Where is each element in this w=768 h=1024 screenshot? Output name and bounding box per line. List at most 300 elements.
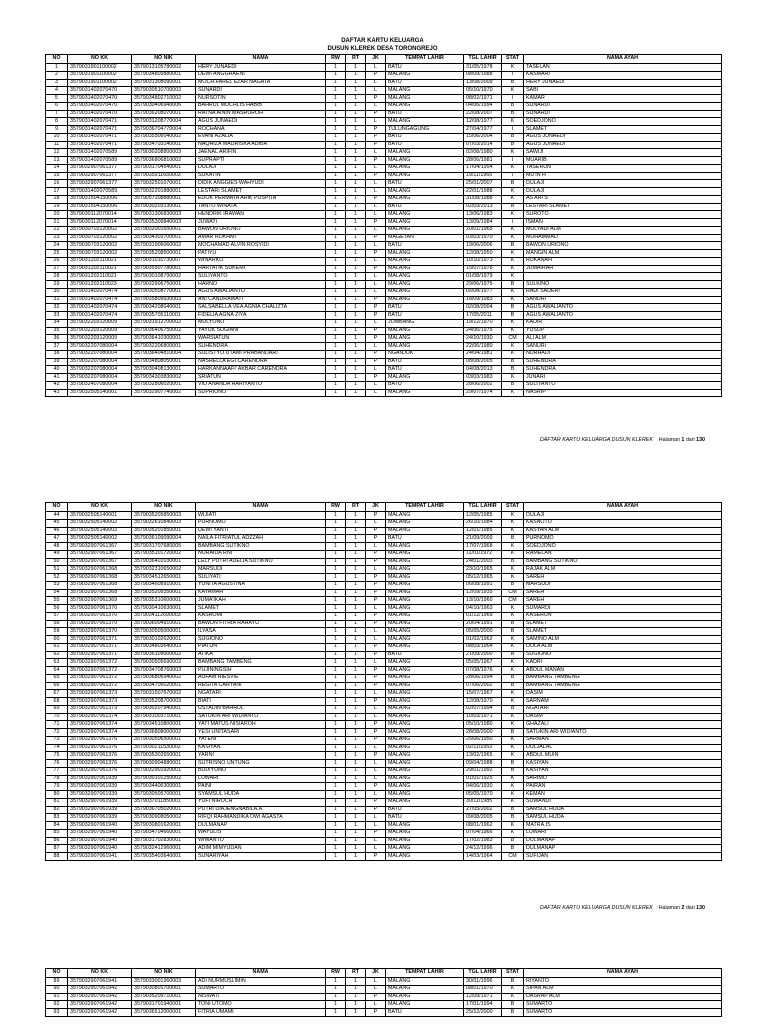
cell-no-nik: 3579036512000001 [132, 1009, 196, 1017]
cell-rw: 1 [326, 242, 346, 250]
cell-tempat-lahir: MALANG [386, 985, 464, 993]
cell-rt: 1 [346, 798, 366, 806]
cell-no-kk: 3579032907061371 [68, 636, 132, 644]
cell-no: 85 [46, 829, 68, 837]
cell-rt: 1 [346, 581, 366, 589]
cell-no-nik: 3579030505700001 [132, 791, 196, 799]
cell-tgl-lahir: 17/01/1994 [464, 1001, 502, 1009]
family-card-table [45, 54, 722, 397]
cell-tgl-lahir: 20/04/1991 [464, 620, 502, 628]
cell-no-nik: 3579034112690003 [132, 612, 196, 620]
cell-nama: KASIYAN [196, 744, 326, 752]
cell-tempat-lahir: MALANG [386, 327, 464, 335]
cell-no: 5 [46, 95, 68, 103]
table-row [46, 141, 722, 149]
cell-no-nik: 3579031003710001 [132, 713, 196, 721]
cell-nama: YAYUK SUGIANI [196, 327, 326, 335]
cell-rw: 1 [326, 350, 346, 358]
cell-nama-ayah: SARIMO [524, 775, 722, 783]
cell-nama-ayah: DULJALAL [524, 744, 722, 752]
cell-no-kk: 3579032505140002 [68, 535, 132, 543]
cell-no: 65 [46, 674, 68, 682]
cell-jk: L [366, 543, 386, 551]
cell-rw: 1 [326, 550, 346, 558]
table-row [46, 543, 722, 551]
cell-rt: 1 [346, 783, 366, 791]
cell-jk: P [366, 157, 386, 165]
cell-no-nik: 3579031707680005 [132, 543, 196, 551]
cell-rt: 1 [346, 829, 366, 837]
cell-no-nik: 3579034512650001 [132, 574, 196, 582]
cell-tgl-lahir: 25/12/2000 [464, 1009, 502, 1017]
cell-jk: L [366, 188, 386, 196]
cell-no: 71 [46, 721, 68, 729]
cell-tgl-lahir: 09/04/1988 [464, 760, 502, 768]
cell-nama-ayah: LUWARI [524, 829, 722, 837]
cell-tempat-lahir: MALANG [386, 281, 464, 289]
cell-jk: L [366, 366, 386, 374]
cell-rt: 1 [346, 978, 366, 986]
cell-no-nik: 3579036410300001 [132, 335, 196, 343]
cell-tempat-lahir: MALANG [386, 71, 464, 79]
cell-nama: ADI NURMUSLIMIN [196, 978, 326, 986]
cell-nama-ayah: DULMANAP [524, 845, 722, 853]
cell-rw: 1 [326, 698, 346, 706]
cell-rt: 1 [346, 195, 366, 203]
table-row [46, 327, 722, 335]
cell-no: 18 [46, 195, 68, 203]
cell-nama: JUWATI [196, 219, 326, 227]
cell-no-nik: 3579034708760003 [132, 667, 196, 675]
cell-rw: 1 [326, 721, 346, 729]
cell-no-nik: 3579035209350001 [132, 589, 196, 597]
cell-no-nik: 3579034208040001 [132, 304, 196, 312]
cell-no-nik: 3579034809880001 [132, 71, 196, 79]
cell-rt: 1 [346, 729, 366, 737]
cell-rw: 1 [326, 978, 346, 986]
cell-rt: 1 [346, 203, 366, 211]
cell-stat: K [502, 574, 524, 582]
cell-no-kk: 3579032907061377 [68, 172, 132, 180]
cell-rt: 1 [346, 133, 366, 141]
cell-stat: K [502, 265, 524, 273]
cell-nama: WARSIATUN [196, 335, 326, 343]
cell-tempat-lahir: BATU [386, 64, 464, 72]
cell-rw: 1 [326, 752, 346, 760]
cell-no-nik: 3579033001960003 [132, 978, 196, 986]
footer-page-word: Halaman [652, 437, 682, 443]
cell-rt: 1 [346, 767, 366, 775]
cell-rt: 1 [346, 674, 366, 682]
cell-stat: K [502, 775, 524, 783]
cell-rw: 1 [326, 64, 346, 72]
cell-jk: L [366, 636, 386, 644]
cell-nama: LUWARI [196, 775, 326, 783]
cell-no-nik: 3579036704770004 [132, 126, 196, 134]
cell-stat: K [502, 296, 524, 304]
cell-no-kk: 3579031402070470 [68, 102, 132, 110]
cell-rw: 1 [326, 566, 346, 574]
cell-jk: P [366, 126, 386, 134]
cell-nama-ayah: GHAZALI [524, 721, 722, 729]
cell-stat: B [502, 141, 524, 149]
cell-stat: K [502, 829, 524, 837]
cell-stat: B [502, 1009, 524, 1017]
cell-nama: NGATARI [196, 690, 326, 698]
cell-tgl-lahir: 29/07/1974 [464, 389, 502, 397]
table-row [46, 374, 722, 382]
cell-nama: BIATI [196, 698, 326, 706]
cell-rt: 1 [346, 126, 366, 134]
cell-rw: 1 [326, 636, 346, 644]
column-header-no-nik: NO NIK [132, 55, 196, 64]
cell-rw: 1 [326, 845, 346, 853]
cell-nama: YUNITA AGUSTINA [196, 581, 326, 589]
cell-tgl-lahir: 03/03/1970 [464, 234, 502, 242]
cell-stat: K [502, 690, 524, 698]
cell-rt: 1 [346, 597, 366, 605]
cell-stat: K [502, 211, 524, 219]
cell-stat: K [502, 744, 524, 752]
cell-no: 33 [46, 312, 68, 320]
cell-jk: L [366, 822, 386, 830]
cell-tgl-lahir: 19/11/1965 [464, 172, 502, 180]
cell-nama: BAMBANG SUTIKNO [196, 543, 326, 551]
cell-tgl-lahir: 06/08/1991 [464, 581, 502, 589]
cell-rt: 1 [346, 744, 366, 752]
cell-jk: L [366, 64, 386, 72]
cell-jk: L [366, 273, 386, 281]
cell-no-nik: 3579035309840003 [132, 219, 196, 227]
cell-nama-ayah: SOEDJONO [524, 118, 722, 126]
cell-stat: K [502, 698, 524, 706]
cell-tgl-lahir: 18/09/1983 [464, 296, 502, 304]
cell-rt: 1 [346, 566, 366, 574]
cell-nama: PAINI [196, 783, 326, 791]
cell-rw: 1 [326, 234, 346, 242]
cell-stat: K [502, 273, 524, 281]
cell-tgl-lahir: 27/04/1977 [464, 126, 502, 134]
cell-tgl-lahir: 31/08/1988 [464, 195, 502, 203]
cell-rw: 1 [326, 273, 346, 281]
table-row [46, 659, 722, 667]
cell-no-kk: 3579032907061942 [68, 1009, 132, 1017]
cell-stat: B [502, 180, 524, 188]
table-row [46, 102, 722, 110]
cell-tgl-lahir: 24/04/1981 [464, 350, 502, 358]
cell-rw: 1 [326, 705, 346, 713]
cell-jk: P [366, 643, 386, 651]
table-row [46, 705, 722, 713]
cell-tempat-lahir: MALANG [386, 566, 464, 574]
cell-tempat-lahir: MALANG [386, 605, 464, 613]
cell-no: 9 [46, 126, 68, 134]
cell-no: 35 [46, 327, 68, 335]
table-row [46, 126, 722, 134]
cell-tempat-lahir: MALANG [386, 993, 464, 1001]
cell-rt: 1 [346, 102, 366, 110]
cell-nama-ayah: SAWIJI [524, 149, 722, 157]
cell-jk: P [366, 110, 386, 118]
cell-tgl-lahir: 13/09/1984 [464, 219, 502, 227]
cell-nama-ayah: MANGIN ALM [524, 250, 722, 258]
cell-tempat-lahir: MALANG [386, 853, 464, 861]
cell-tgl-lahir: 20/01/1965 [464, 226, 502, 234]
cell-tgl-lahir: 13/10/1960 [464, 597, 502, 605]
cell-no-nik: 3579035208700003 [132, 698, 196, 706]
cell-no: 40 [46, 366, 68, 374]
footer-total-pages: 130 [696, 437, 705, 443]
cell-nama-ayah: SUROTO [524, 211, 722, 219]
cell-stat: CM [502, 335, 524, 343]
cell-no-kk: 3579032907061373 [68, 690, 132, 698]
cell-no: 23 [46, 234, 68, 242]
cell-no-nik: 3579034703140001 [132, 141, 196, 149]
table-header-row [46, 503, 722, 512]
cell-no: 64 [46, 667, 68, 675]
column-header-rt: RT [346, 969, 366, 978]
cell-no-kk: 3579032907061942 [68, 993, 132, 1001]
cell-tgl-lahir: 02/08/2004 [464, 304, 502, 312]
cell-rw: 1 [326, 133, 346, 141]
cell-nama-ayah: SARMAN [524, 736, 722, 744]
cell-tempat-lahir: BATU [386, 203, 464, 211]
cell-no: 92 [46, 1001, 68, 1009]
cell-rt: 1 [346, 312, 366, 320]
cell-nama-ayah: KASERUN [524, 612, 722, 620]
cell-no-kk: 3579032907061377 [68, 180, 132, 188]
cell-stat: K [502, 257, 524, 265]
cell-nama-ayah: YUSUP [524, 327, 722, 335]
cell-jk: P [366, 71, 386, 79]
cell-tempat-lahir: MALANG [386, 512, 464, 520]
column-header-rw: RW [326, 55, 346, 64]
table-row [46, 822, 722, 830]
cell-tempat-lahir: MALANG [386, 87, 464, 95]
cell-tempat-lahir: BATU [386, 535, 464, 543]
cell-no-kk: 3579031504150006 [68, 203, 132, 211]
cell-tgl-lahir: 01/12/1969 [464, 612, 502, 620]
cell-no-kk: 3579032207080004 [68, 350, 132, 358]
cell-nama-ayah: AGUS AWALIANTO [524, 312, 722, 320]
cell-nama-ayah: KAMAR [524, 95, 722, 103]
cell-jk: L [366, 203, 386, 211]
cell-jk: P [366, 296, 386, 304]
table-row [46, 1009, 722, 1017]
cell-tgl-lahir: 12/08/1950 [464, 250, 502, 258]
cell-nama: ATIKA [196, 651, 326, 659]
cell-rt: 1 [346, 845, 366, 853]
cell-no-nik: 3579034706020001 [132, 682, 196, 690]
cell-jk: P [366, 234, 386, 242]
cell-no-nik: 3579035809930003 [132, 296, 196, 304]
cell-nama-ayah: NGATARI [524, 705, 722, 713]
cell-tempat-lahir: MALANG [386, 744, 464, 752]
cell-rt: 1 [346, 157, 366, 165]
cell-rt: 1 [346, 822, 366, 830]
cell-tempat-lahir: MALANG [386, 682, 464, 690]
cell-rw: 1 [326, 226, 346, 234]
column-header-no-kk: NO KK [68, 55, 132, 64]
cell-rw: 1 [326, 257, 346, 265]
table-row [46, 512, 722, 520]
cell-rt: 1 [346, 589, 366, 597]
cell-stat: B [502, 814, 524, 822]
cell-rw: 1 [326, 327, 346, 335]
cell-stat: B [502, 381, 524, 389]
table-row [46, 581, 722, 589]
cell-nama: FITRIA UMAMI [196, 1009, 326, 1017]
cell-rt: 1 [346, 752, 366, 760]
cell-stat: CM [502, 597, 524, 605]
table-row [46, 265, 722, 273]
table-row [46, 149, 722, 157]
cell-jk: L [366, 164, 386, 172]
table-row [46, 250, 722, 258]
cell-tgl-lahir: 15/07/1967 [464, 690, 502, 698]
cell-jk: P [366, 806, 386, 814]
cell-no: 89 [46, 978, 68, 986]
cell-tgl-lahir: 09/08/2005 [464, 814, 502, 822]
cell-jk: P [366, 620, 386, 628]
cell-no-kk: 3579032907061377 [68, 164, 132, 172]
cell-tgl-lahir: 02/08/1980 [464, 149, 502, 157]
cell-nama: WAYULIS [196, 829, 326, 837]
cell-rt: 1 [346, 605, 366, 613]
cell-stat: B [502, 651, 524, 659]
cell-nama: BUDIYONO [196, 767, 326, 775]
cell-no-nik: 3579030108790002 [132, 273, 196, 281]
cell-no: 42 [46, 381, 68, 389]
cell-tempat-lahir: BATU [386, 1009, 464, 1017]
table-row [46, 566, 722, 574]
cell-nama-ayah: PURNOMO [524, 535, 722, 543]
cell-nama-ayah: MULYADI ALM [524, 226, 722, 234]
column-header-tempat-lahir: TEMPAT LAHIR [386, 55, 464, 64]
cell-tempat-lahir: MALANG [386, 822, 464, 830]
cell-no-nik: 3579031704540001 [132, 164, 196, 172]
cell-no: 69 [46, 705, 68, 713]
cell-stat: B [502, 806, 524, 814]
cell-no: 66 [46, 682, 68, 690]
cell-tempat-lahir: BATU [386, 304, 464, 312]
cell-tgl-lahir: 05/05/1967 [464, 659, 502, 667]
cell-tgl-lahir: 08/08/2005 [464, 358, 502, 366]
cell-jk: P [366, 798, 386, 806]
cell-tgl-lahir: 05/05/2000 [464, 628, 502, 636]
cell-no-kk: 3579032907061370 [68, 605, 132, 613]
cell-rt: 1 [346, 374, 366, 382]
cell-nama-ayah: KASIYAN [524, 767, 722, 775]
cell-no-kk: 3579032907061376 [68, 767, 132, 775]
cell-no-kk: 3579032907061370 [68, 628, 132, 636]
cell-stat: K [502, 188, 524, 196]
cell-rw: 1 [326, 335, 346, 343]
cell-tgl-lahir: 07/04/1966 [464, 829, 502, 837]
cell-no-nik: 3579031308090001 [132, 79, 196, 87]
cell-rw: 1 [326, 149, 346, 157]
cell-nama-ayah: LESTARI SLAMET [524, 203, 722, 211]
table-row [46, 550, 722, 558]
cell-no-kk: 3579031202110021 [68, 273, 132, 281]
cell-tgl-lahir: 29/01/1992 [464, 767, 502, 775]
cell-nama: AMAR ROKHMI [196, 234, 326, 242]
cell-nama-ayah: RAJAK ALM [524, 566, 722, 574]
table-row [46, 335, 722, 343]
cell-no: 58 [46, 620, 68, 628]
cell-no-nik: 3579034808050001 [132, 358, 196, 366]
cell-tgl-lahir: 21/09/2000 [464, 651, 502, 659]
cell-jk: L [366, 985, 386, 993]
cell-rt: 1 [346, 234, 366, 242]
cell-rw: 1 [326, 343, 346, 351]
cell-no: 44 [46, 512, 68, 520]
table-row [46, 95, 722, 103]
cell-no-kk: 3579032907061939 [68, 791, 132, 799]
cell-tempat-lahir: MALANG [386, 829, 464, 837]
cell-rw: 1 [326, 791, 346, 799]
cell-rt: 1 [346, 281, 366, 289]
cell-stat: B [502, 767, 524, 775]
cell-nama-ayah: HERY JUNAEDI [524, 79, 722, 87]
cell-stat: I [502, 126, 524, 134]
cell-rt: 1 [346, 643, 366, 651]
cell-nama-ayah: PAIRAN [524, 783, 722, 791]
cell-tempat-lahir: MALANG [386, 698, 464, 706]
cell-nama-ayah: RADI SADERI [524, 288, 722, 296]
cell-rw: 1 [326, 389, 346, 397]
cell-tgl-lahir: 12/01/1985 [464, 527, 502, 535]
cell-nama: BAWON FITRIA RAHAYU [196, 620, 326, 628]
cell-nama: KAYAMAH [196, 589, 326, 597]
cell-no-nik: 3579032907740002 [132, 389, 196, 397]
cell-tgl-lahir: 19/06/2006 [464, 242, 502, 250]
cell-no: 81 [46, 798, 68, 806]
cell-rw: 1 [326, 195, 346, 203]
cell-no: 93 [46, 1009, 68, 1017]
cell-rt: 1 [346, 535, 366, 543]
cell-jk: P [366, 783, 386, 791]
cell-no-nik: 3579032501070001 [132, 180, 196, 188]
cell-nama-ayah: RUKANAH [524, 257, 722, 265]
cell-stat: K [502, 543, 524, 551]
footer-page-number: 2 [681, 905, 685, 911]
cell-nama-ayah: TASERUN [524, 164, 722, 172]
cell-no-kk: 3579031402070470 [68, 95, 132, 103]
cell-rw: 1 [326, 527, 346, 535]
cell-no: 74 [46, 744, 68, 752]
cell-no-kk: 3579032207080004 [68, 343, 132, 351]
cell-tempat-lahir: MALANG [386, 558, 464, 566]
table-row [46, 381, 722, 389]
cell-jk: P [366, 95, 386, 103]
cell-nama-ayah: SLAMET [524, 628, 722, 636]
cell-rw: 1 [326, 605, 346, 613]
cell-no: 75 [46, 752, 68, 760]
cell-no-nik: 3579036705020001 [132, 806, 196, 814]
cell-jk: P [366, 736, 386, 744]
cell-nama-ayah: JUMAIRAH [524, 265, 722, 273]
cell-nama-ayah: DASRAP ALM [524, 993, 722, 1001]
cell-no-kk: 3579032907061370 [68, 612, 132, 620]
cell-no-kk: 3579031202110023 [68, 281, 132, 289]
cell-jk: P [366, 350, 386, 358]
document-page-3 [0, 966, 768, 1024]
cell-no-nik: 3579035209710001 [132, 993, 196, 1001]
cell-tempat-lahir: BATU [386, 242, 464, 250]
cell-no-nik: 3579035201850001 [132, 527, 196, 535]
cell-tgl-lahir: 15/07/1978 [464, 265, 502, 273]
